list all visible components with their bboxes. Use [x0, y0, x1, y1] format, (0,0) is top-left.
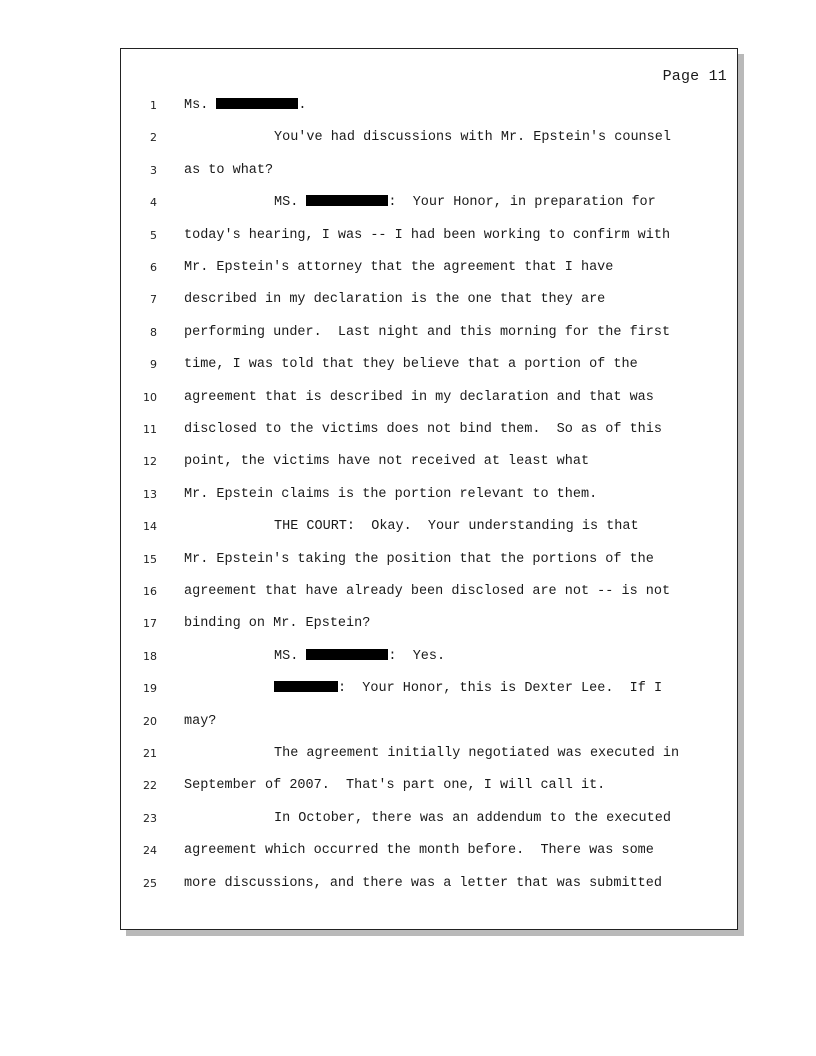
page-number: Page 11 [662, 68, 727, 85]
transcript-line [121, 518, 737, 538]
line-text: time, I was told that they believe that a portion of the [184, 357, 638, 373]
line-text: Mr. Epstein's attorney that the agreement that I have [184, 260, 614, 275]
line-text: Mr. Epstein claims is the portion relevant to them. [184, 486, 598, 502]
line-number: 8 [150, 325, 157, 339]
transcript-line [121, 615, 737, 635]
line-text-after-redaction: : Your Honor, this is Dexter Lee. If I [338, 681, 663, 697]
transcript-line [121, 745, 737, 765]
line-text-after-redaction: . [298, 98, 307, 113]
line-number: 7 [150, 293, 157, 307]
line-number: 10 [143, 390, 157, 404]
line-text: THE COURT: Okay. Your understanding is that [274, 519, 639, 535]
line-number: 19 [143, 682, 157, 696]
transcript-line [121, 227, 737, 247]
line-number: 18 [143, 649, 157, 663]
line-number: 13 [143, 487, 157, 501]
line-text: Mr. Epstein's taking the position that the portions of the [184, 551, 654, 567]
transcript-line [121, 680, 737, 700]
line-number: 15 [143, 552, 157, 566]
line-text: September of 2007. That's part one, I will call it. [184, 778, 606, 794]
transcript-line [121, 421, 737, 441]
line-text [184, 648, 729, 666]
line-number: 9 [150, 358, 157, 372]
line-number: 12 [143, 455, 157, 469]
line-number: 11 [143, 423, 157, 436]
transcript-line [121, 648, 737, 668]
line-text-before-redaction: MS. [274, 648, 307, 664]
transcript-line [121, 356, 737, 376]
transcript-line [121, 583, 737, 603]
line-text: performing under. Last night and this morning for the first [184, 324, 671, 340]
transcript-line [121, 291, 737, 311]
line-text: more discussions, and there was a letter that was submitted [184, 875, 662, 891]
transcript-line [121, 324, 737, 344]
transcript-line [121, 777, 737, 797]
line-number: 6 [150, 261, 157, 274]
line-number: 3 [150, 163, 157, 177]
line-text: agreement that is described in my declaration and that was [184, 389, 654, 405]
line-text-after-redaction: : Your Honor, in preparation for [388, 195, 656, 211]
redaction-bar [216, 98, 298, 109]
redaction-bar [274, 681, 338, 692]
transcript-page [120, 48, 738, 930]
line-text: binding on Mr. Epstein? [184, 616, 371, 632]
line-text: agreement that have already been disclosed are not -- is not [184, 584, 671, 599]
redaction-bar [306, 649, 388, 660]
transcript-line [121, 97, 737, 117]
line-text: agreement which occurred the month before. There was some [184, 843, 654, 859]
transcript-line [121, 842, 737, 862]
line-number: 23 [143, 811, 157, 825]
line-number: 4 [150, 196, 157, 210]
line-text: may? [184, 713, 217, 729]
transcript-line [121, 551, 737, 571]
line-number: 25 [143, 876, 157, 890]
line-number: 5 [150, 228, 157, 242]
transcript-line [121, 259, 737, 279]
line-text: point, the victims have not received at least what [184, 454, 590, 470]
line-number: 1 [150, 99, 157, 112]
line-text-before-redaction: MS. [274, 195, 307, 211]
line-text: as to what? [184, 162, 274, 178]
transcript-line [121, 194, 737, 214]
line-text: disclosed to the victims does not bind them. So as of this [184, 422, 662, 437]
line-text [184, 194, 729, 212]
line-text [184, 97, 729, 115]
line-number: 22 [143, 779, 157, 793]
line-number: 17 [143, 617, 157, 631]
line-text-after-redaction: : Yes. [388, 648, 446, 664]
transcript-line [121, 129, 737, 149]
transcript-line [121, 389, 737, 409]
line-number: 24 [143, 844, 157, 858]
transcript-line [121, 486, 737, 506]
line-text: You've had discussions with Mr. Epstein's counsel [274, 130, 671, 146]
transcript-line [121, 810, 737, 830]
line-text: today's hearing, I was -- I had been working to confirm with [184, 227, 671, 243]
line-text-before-redaction: Ms. [184, 98, 217, 113]
transcript-line [121, 162, 737, 182]
line-number: 21 [143, 747, 157, 760]
line-text [184, 680, 729, 698]
redaction-bar [306, 195, 388, 206]
transcript-line [121, 453, 737, 473]
transcript-line [121, 875, 737, 895]
line-number: 14 [143, 520, 157, 534]
line-text: In October, there was an addendum to the executed [274, 810, 671, 826]
line-text: The agreement initially negotiated was executed in [274, 746, 680, 761]
line-number: 2 [150, 131, 157, 145]
line-number: 16 [143, 585, 157, 598]
line-text: described in my declaration is the one that they are [184, 292, 606, 308]
line-number: 20 [143, 714, 157, 728]
transcript-line [121, 713, 737, 733]
